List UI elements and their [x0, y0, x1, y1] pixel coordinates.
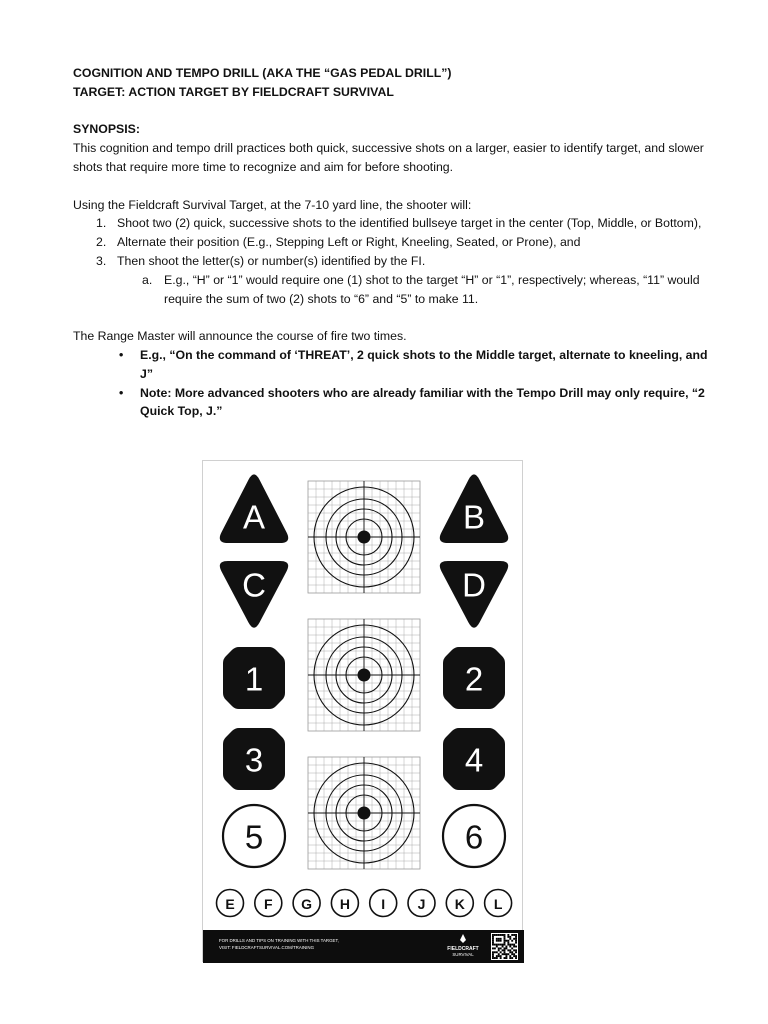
qr-module: [511, 947, 513, 949]
qr-module: [511, 944, 513, 946]
qr-module: [500, 944, 502, 946]
qr-module: [494, 947, 496, 949]
small-circle-label: L: [493, 896, 503, 912]
qr-module: [515, 946, 517, 948]
qr-module: [496, 957, 498, 959]
qr-module: [511, 934, 513, 936]
small-circle-label: E: [225, 896, 235, 912]
triangle-label: C: [242, 566, 266, 604]
qr-module: [513, 938, 515, 940]
qr-module: [500, 955, 502, 957]
qr-module: [500, 951, 502, 953]
bullseye-center-dot: [358, 807, 371, 820]
qr-module: [492, 938, 494, 940]
qr-module: [505, 946, 507, 948]
qr-module: [515, 940, 517, 942]
step-item: [73, 233, 713, 252]
qr-module: [507, 944, 509, 946]
qr-module: [500, 934, 502, 936]
triangle-label: A: [242, 498, 266, 536]
qr-module: [498, 955, 500, 957]
qr-module: [492, 944, 494, 946]
qr-module: [504, 949, 506, 951]
brand-subname: SURVIVAL: [452, 952, 474, 957]
triangle-label: D: [462, 566, 486, 604]
qr-module: [504, 940, 506, 942]
step-item: [73, 252, 713, 271]
target-sheet-image: [202, 460, 523, 962]
qr-module: [498, 953, 500, 955]
qr-module: [509, 944, 511, 946]
qr-module: [511, 953, 513, 955]
small-circle-label: K: [454, 896, 465, 912]
step-text: Then shoot the letter(s) or number(s) identified by the FI.: [117, 253, 426, 268]
qr-module: [515, 936, 517, 938]
qr-module: [507, 953, 509, 955]
qr-module: [504, 951, 506, 953]
small-circle-label: J: [417, 896, 426, 912]
qr-module: [507, 936, 509, 938]
qr-module: [511, 951, 513, 953]
target-graphic: [203, 461, 524, 963]
qr-module: [504, 942, 506, 944]
qr-module: [507, 949, 509, 951]
qr-module: [492, 940, 494, 942]
intro-text: Using the Fieldcraft Survival Target, at the 7-10 yard line, the shooter will:: [73, 197, 472, 212]
step-number: 1.: [96, 216, 107, 231]
octagon-label: 2: [464, 660, 484, 698]
qr-module: [498, 944, 500, 946]
bullet-text: E.g., “On the command of ‘THREAT’, 2 quick shots to the Middle target, alternate to kneeling, and J”: [140, 347, 708, 381]
qr-module: [496, 934, 498, 936]
qr-module: [509, 951, 511, 953]
qr-module: [515, 957, 517, 959]
qr-module: [494, 957, 496, 959]
qr-module: [515, 942, 517, 944]
document-title: COGNITION AND TEMPO DRILL (AKA THE “GAS PEDAL DRILL”): [73, 66, 452, 80]
qr-module: [509, 936, 511, 938]
step-number: 3.: [96, 253, 107, 268]
qr-module: [496, 955, 498, 957]
synopsis-text: This cognition and tempo drill practices both quick, successive shots on a larger, easier to identify target, and slower shots that require more time to recognize and aim for before shooting.: [73, 141, 704, 174]
qr-module: [496, 946, 498, 948]
sub-step-letter: a.: [142, 272, 153, 287]
bullet-mark: •: [119, 385, 124, 400]
qr-module: [492, 947, 494, 949]
qr-module: [505, 940, 507, 942]
qr-module: [492, 942, 494, 944]
qr-module: [494, 944, 496, 946]
octagon-label: 3: [244, 741, 264, 779]
qr-module: [504, 957, 506, 959]
qr-module: [505, 957, 507, 959]
qr-module: [509, 946, 511, 948]
document-body: [73, 64, 713, 421]
qr-module: [504, 944, 506, 946]
qr-module: [513, 953, 515, 955]
bullet-item: [73, 384, 713, 422]
qr-module: [496, 951, 498, 953]
range-master-text: The Range Master will announce the course of fire two times.: [73, 329, 407, 344]
bullet-mark: •: [119, 347, 124, 362]
triangle-label: B: [462, 498, 486, 536]
qr-module: [513, 934, 515, 936]
step-text: Shoot two (2) quick, successive shots to the identified bullseye target in the center (Top, Middle, or Bottom),: [117, 216, 702, 231]
qr-module: [504, 953, 506, 955]
step-text: Alternate their position (E.g., Stepping Left or Right, Kneeling, Seated, or Prone), and: [117, 235, 581, 250]
octagon-label: 1: [244, 660, 264, 698]
qr-module: [504, 934, 506, 936]
qr-module: [502, 934, 504, 936]
qr-module: [492, 955, 494, 957]
bullet-item: [73, 346, 713, 384]
qr-module: [492, 957, 494, 959]
qr-module: [500, 938, 502, 940]
qr-module: [505, 947, 507, 949]
qr-module: [504, 938, 506, 940]
qr-module: [509, 949, 511, 951]
small-circle-label: G: [301, 896, 313, 912]
step-item: [73, 214, 713, 233]
document-subtitle: TARGET: ACTION TARGET BY FIELDCRAFT SURVIVAL: [73, 84, 394, 99]
step-number: 2.: [96, 235, 107, 250]
small-circle-label: I: [381, 896, 386, 912]
qr-module: [496, 940, 498, 942]
qr-module: [515, 938, 517, 940]
qr-module: [513, 949, 515, 951]
bullseye-center-dot: [358, 531, 371, 544]
qr-module: [513, 955, 515, 957]
circle-label: 6: [464, 818, 484, 856]
qr-module: [509, 957, 511, 959]
qr-module: [511, 957, 513, 959]
qr-module: [498, 947, 500, 949]
footer-line: VISIT: FIELDCRAFTSURVIVAL.COM/TRAINING: [219, 945, 314, 950]
qr-module: [515, 951, 517, 953]
qr-module: [492, 953, 494, 955]
qr-module: [494, 934, 496, 936]
octagon-label: 4: [464, 741, 484, 779]
qr-module: [502, 944, 504, 946]
synopsis-heading: SYNOPSIS:: [73, 122, 140, 137]
qr-module: [494, 951, 496, 953]
qr-module: [505, 953, 507, 955]
bullseye-center-dot: [358, 669, 371, 682]
qr-module: [496, 938, 498, 940]
qr-module: [498, 949, 500, 951]
qr-module: [498, 938, 500, 940]
qr-module: [515, 934, 517, 936]
sub-step-text: E.g., “H” or “1” would require one (1) shot to the target “H” or “1”, respectively; whereas, “11” would require the sum of two (2) shots to “6” and “5” to make 11.: [164, 272, 700, 306]
qr-module: [507, 940, 509, 942]
qr-module: [492, 951, 494, 953]
qr-module: [504, 947, 506, 949]
qr-module: [500, 957, 502, 959]
qr-module: [509, 955, 511, 957]
qr-module: [492, 936, 494, 938]
qr-module: [507, 934, 509, 936]
qr-module: [498, 934, 500, 936]
small-circle-label: F: [264, 896, 273, 912]
brand-name: FIELDCRAFT: [447, 946, 479, 952]
small-circle-label: H: [339, 896, 350, 912]
qr-module: [515, 949, 517, 951]
sub-step-item: [73, 271, 713, 309]
bullet-text: Note: More advanced shooters who are already familiar with the Tempo Drill may only require, “2 Quick Top, J.”: [140, 385, 705, 419]
qr-module: [500, 940, 502, 942]
qr-module: [511, 940, 513, 942]
qr-module: [504, 936, 506, 938]
qr-module: [502, 946, 504, 948]
qr-module: [500, 947, 502, 949]
qr-module: [509, 938, 511, 940]
qr-module: [496, 944, 498, 946]
qr-module: [515, 955, 517, 957]
qr-module: [505, 955, 507, 957]
qr-module: [502, 953, 504, 955]
qr-module: [492, 934, 494, 936]
qr-module: [513, 946, 515, 948]
qr-module: [502, 949, 504, 951]
circle-label: 5: [244, 818, 264, 856]
qr-module: [513, 944, 515, 946]
qr-module: [507, 942, 509, 944]
qr-module: [498, 940, 500, 942]
footer-line: FOR DRILLS AND TIPS ON TRAINING WITH THIS TARGET,: [219, 938, 339, 943]
